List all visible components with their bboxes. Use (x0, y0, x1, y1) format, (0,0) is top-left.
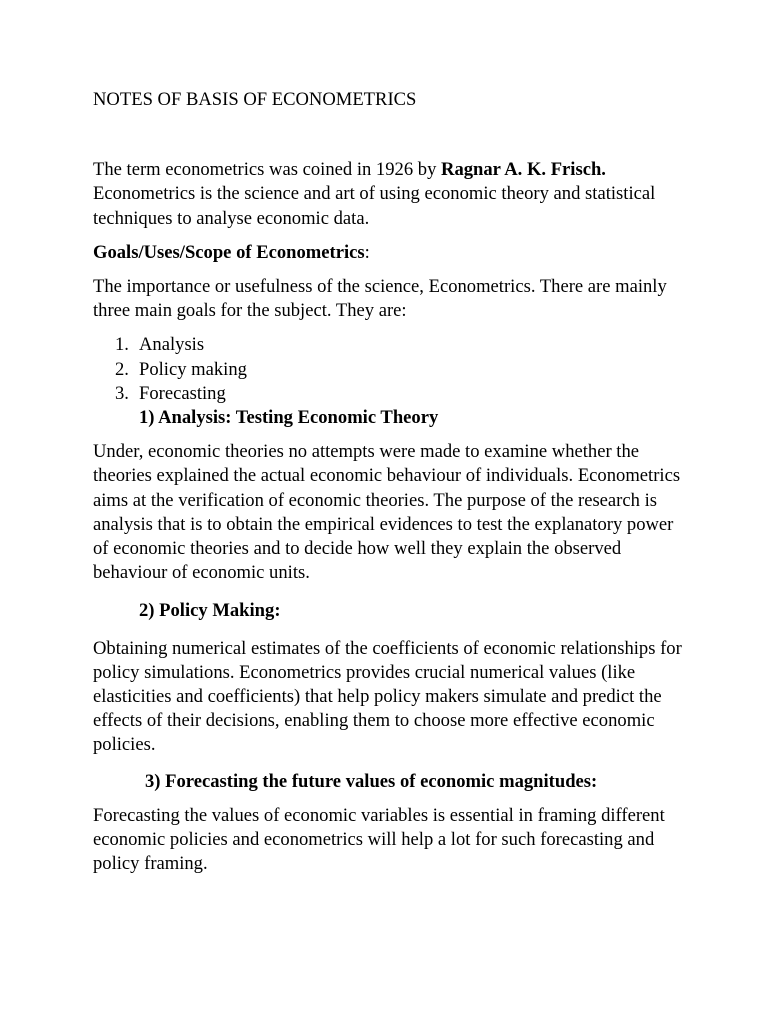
goals-list (93, 333, 683, 406)
list-item-number: 3. (115, 382, 129, 404)
list-item-number: 2. (115, 358, 129, 380)
list-item-label: Analysis (139, 334, 205, 356)
list-item-label: Forecasting (139, 382, 226, 404)
section-heading-analysis: 1) Analysis: Testing Economic Theory (139, 407, 439, 429)
goals-intro-paragraph: The importance or usefulness of the science, Econometrics. There are mainly three main goals for the subject. They are: (93, 276, 667, 322)
section-heading-forecasting: 3) Forecasting the future values of economic magnitudes: (145, 770, 598, 792)
goals-heading-colon: : (364, 241, 370, 263)
intro-lead-text: The term econometrics was coined in 1926 by (93, 159, 442, 181)
list-item-label: Policy making (139, 358, 247, 380)
list-item (93, 333, 683, 357)
document-page (93, 88, 683, 886)
intro-paragraph (93, 158, 683, 231)
intro-definition-text: Econometrics is the science and art of using economic theory and statistical techniques to analyse economic data. (93, 183, 656, 229)
list-item (93, 382, 683, 406)
author-name: Ragnar A. K. Frisch. (441, 159, 606, 181)
section-heading-policy-making: 2) Policy Making: (139, 600, 281, 622)
document-title: NOTES OF BASIS OF ECONOMETRICS (93, 89, 417, 110)
list-item (93, 358, 683, 382)
section-body-forecasting: Forecasting the values of economic variables is essential in framing different economic policies and econometrics will help a lot for such forecasting and policy framing. (93, 804, 665, 875)
section-body-analysis: Under, economic theories no attempts were made to examine whether the theories explained the actual economic behaviour of individuals. Econometrics aims at the verification of economic theories. The purpose of the research is analysis that is to obtain the empirical evidences to test the explanatory power of economic theories and to decide how well they explain the observed behaviour of economic units. (93, 441, 681, 584)
goals-heading (93, 241, 683, 265)
list-item-number: 1. (115, 334, 129, 356)
section-body-policy-making: Obtaining numerical estimates of the coefficients of economic relationships for policy simulations. Econometrics provides crucial numerical values (like elasticities and coefficients) that help policy makers simulate and predict the effects of their decisions, enabling them to choose more effective economic policies. (93, 637, 682, 756)
goals-heading-text: Goals/Uses/Scope of Econometrics (93, 241, 365, 263)
